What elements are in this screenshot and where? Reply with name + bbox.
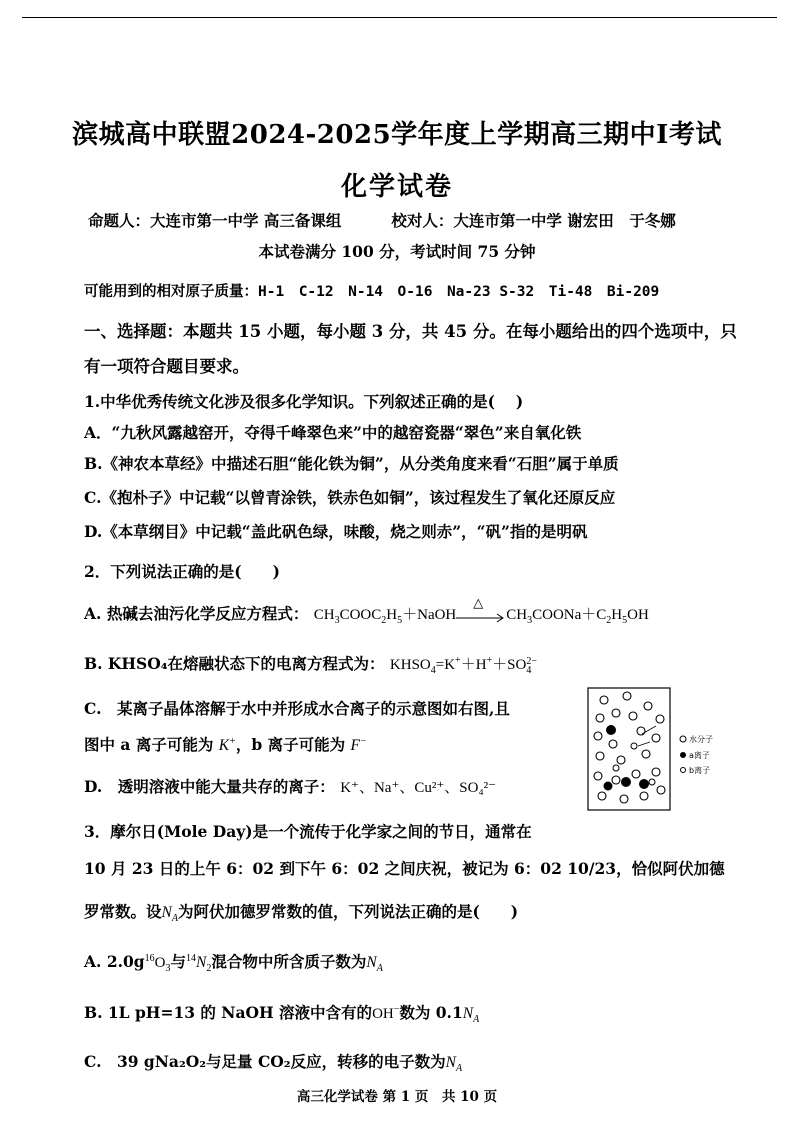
page-footer: 高三化学试卷 第 1 页 共 10 页 [296, 1089, 498, 1105]
q2-option-a-equation: $CH_3COOC_2H_5+NaOH$ △ $CH_3COONa+C_2H_5OH$ [313, 594, 649, 626]
proofreader-label: 校对人：大连市第一中学 谢宏田 于冬娜 [391, 211, 676, 230]
q2-option-b-text: B. KHSO₄在熔融状态下的电离方程式为： [84, 654, 385, 673]
q2-option-b [84, 652, 537, 676]
q3-option-b: B. 1L pH=13 的 NaOH 溶液中含有的OH−数为 $0.1N_A$ [84, 1003, 480, 1026]
q1-option-a: A．“九秋风露越窑开，夺得千峰翠色来”中的越窑瓷器“翠色”来自氧化铁 [84, 423, 582, 442]
q3-stem-line3: 罗常数。设$N_A$为阿伏加德罗常数的值，下列说法正确的是( ) [84, 902, 519, 925]
q3-stem-line2: 10 月 23 日的上午 6：02 到下午 6：02 之间庆祝，被记为 6：02 10/23，恰似阿伏加德 [84, 859, 725, 878]
exam-title: 滨城高中联盟2024-2025学年度上学期高三期中Ⅰ考试 [72, 120, 722, 150]
q2-option-d: D. 透明溶液中能大量共存的离子： K⁺、Na⁺、Cu²⁺、SO₄²⁻ [84, 777, 497, 796]
q2-option-c-line1: C. 某离子晶体溶解于水中并形成水合离子的示意图如右图,且 [84, 699, 510, 718]
q1-option-d: D.《本草纲目》中记载“盖此矾色绿，味酸，烧之则赤”，“矾”指的是明矾 [84, 522, 588, 541]
q1-stem: 1.中华优秀传统文化涉及很多化学知识。下列叙述正确的是( ) [84, 392, 524, 411]
q3-option-a: A. $2.0g^{16}O_3$与$^{14}N_2$混合物中所含质子数为$N_A$ [84, 952, 383, 975]
reaction-arrow-icon [456, 610, 506, 626]
section-heading-line2: 有一项符合题目要求。 [84, 357, 249, 376]
q2-option-c-line2: 图中 a 离子可能为 K+，b 离子可能为 F− [84, 735, 367, 754]
q3-stem-line1: 3．摩尔日(Mole Day)是一个流传于化学家之间的节日，通常在 [84, 822, 532, 841]
author-line [88, 209, 676, 231]
legend-a-ion: a离子 [689, 751, 710, 760]
section-heading-line1: 一、选择题：本题共 15 小题，每小题 3 分，共 45 分。在每小题给出的四个选项中，只 [84, 322, 737, 341]
hydrated-ion-diagram [586, 686, 728, 813]
avogadro-symbol: $N_A$ [161, 904, 178, 925]
top-rule [22, 17, 777, 18]
ion-k-plus: K+ [218, 735, 236, 754]
heat-symbol: △ [473, 594, 484, 610]
exam-subtitle: 化学试卷 [340, 172, 453, 202]
legend-b-ion: b离子 [689, 766, 711, 775]
exam-info: 本试卷满分 100 分，考试时间 75 分钟 [258, 242, 536, 261]
q2-option-d-ions: K⁺、Na⁺、Cu²⁺、SO₄²⁻ [340, 780, 497, 796]
q2-stem: 2．下列说法正确的是( ) [84, 562, 280, 581]
q2-option-b-equation: $KHSO_4=K^++H^++SO$ 2− 4 [389, 655, 537, 676]
legend-water: 水分子 [689, 735, 713, 744]
q2-option-a [84, 594, 649, 626]
ion-f-minus: F− [350, 735, 367, 754]
q3-option-c: C. 39 gNa₂O₂与足量 CO₂反应，转移的电子数为$N_A$ [84, 1052, 463, 1075]
q1-option-b: B.《神农本草经》中描述石胆“能化铁为铜”，从分类角度来看“石胆”属于单质 [84, 454, 619, 473]
atomic-masses: 可能用到的相对原子质量：H-1 C-12 N-14 O-16 Na-23 S-32 Ti-48 Bi-209 [84, 284, 660, 300]
q1-option-c: C.《抱朴子》中记载“以曾青涂铁，铁赤色如铜”，该过程发生了氧化还原反应 [84, 488, 616, 507]
q2-option-a-text: A. 热碱去油污化学反应方程式： [84, 604, 309, 623]
author-label: 命题人：大连市第一中学 高三备课组 [88, 211, 342, 230]
